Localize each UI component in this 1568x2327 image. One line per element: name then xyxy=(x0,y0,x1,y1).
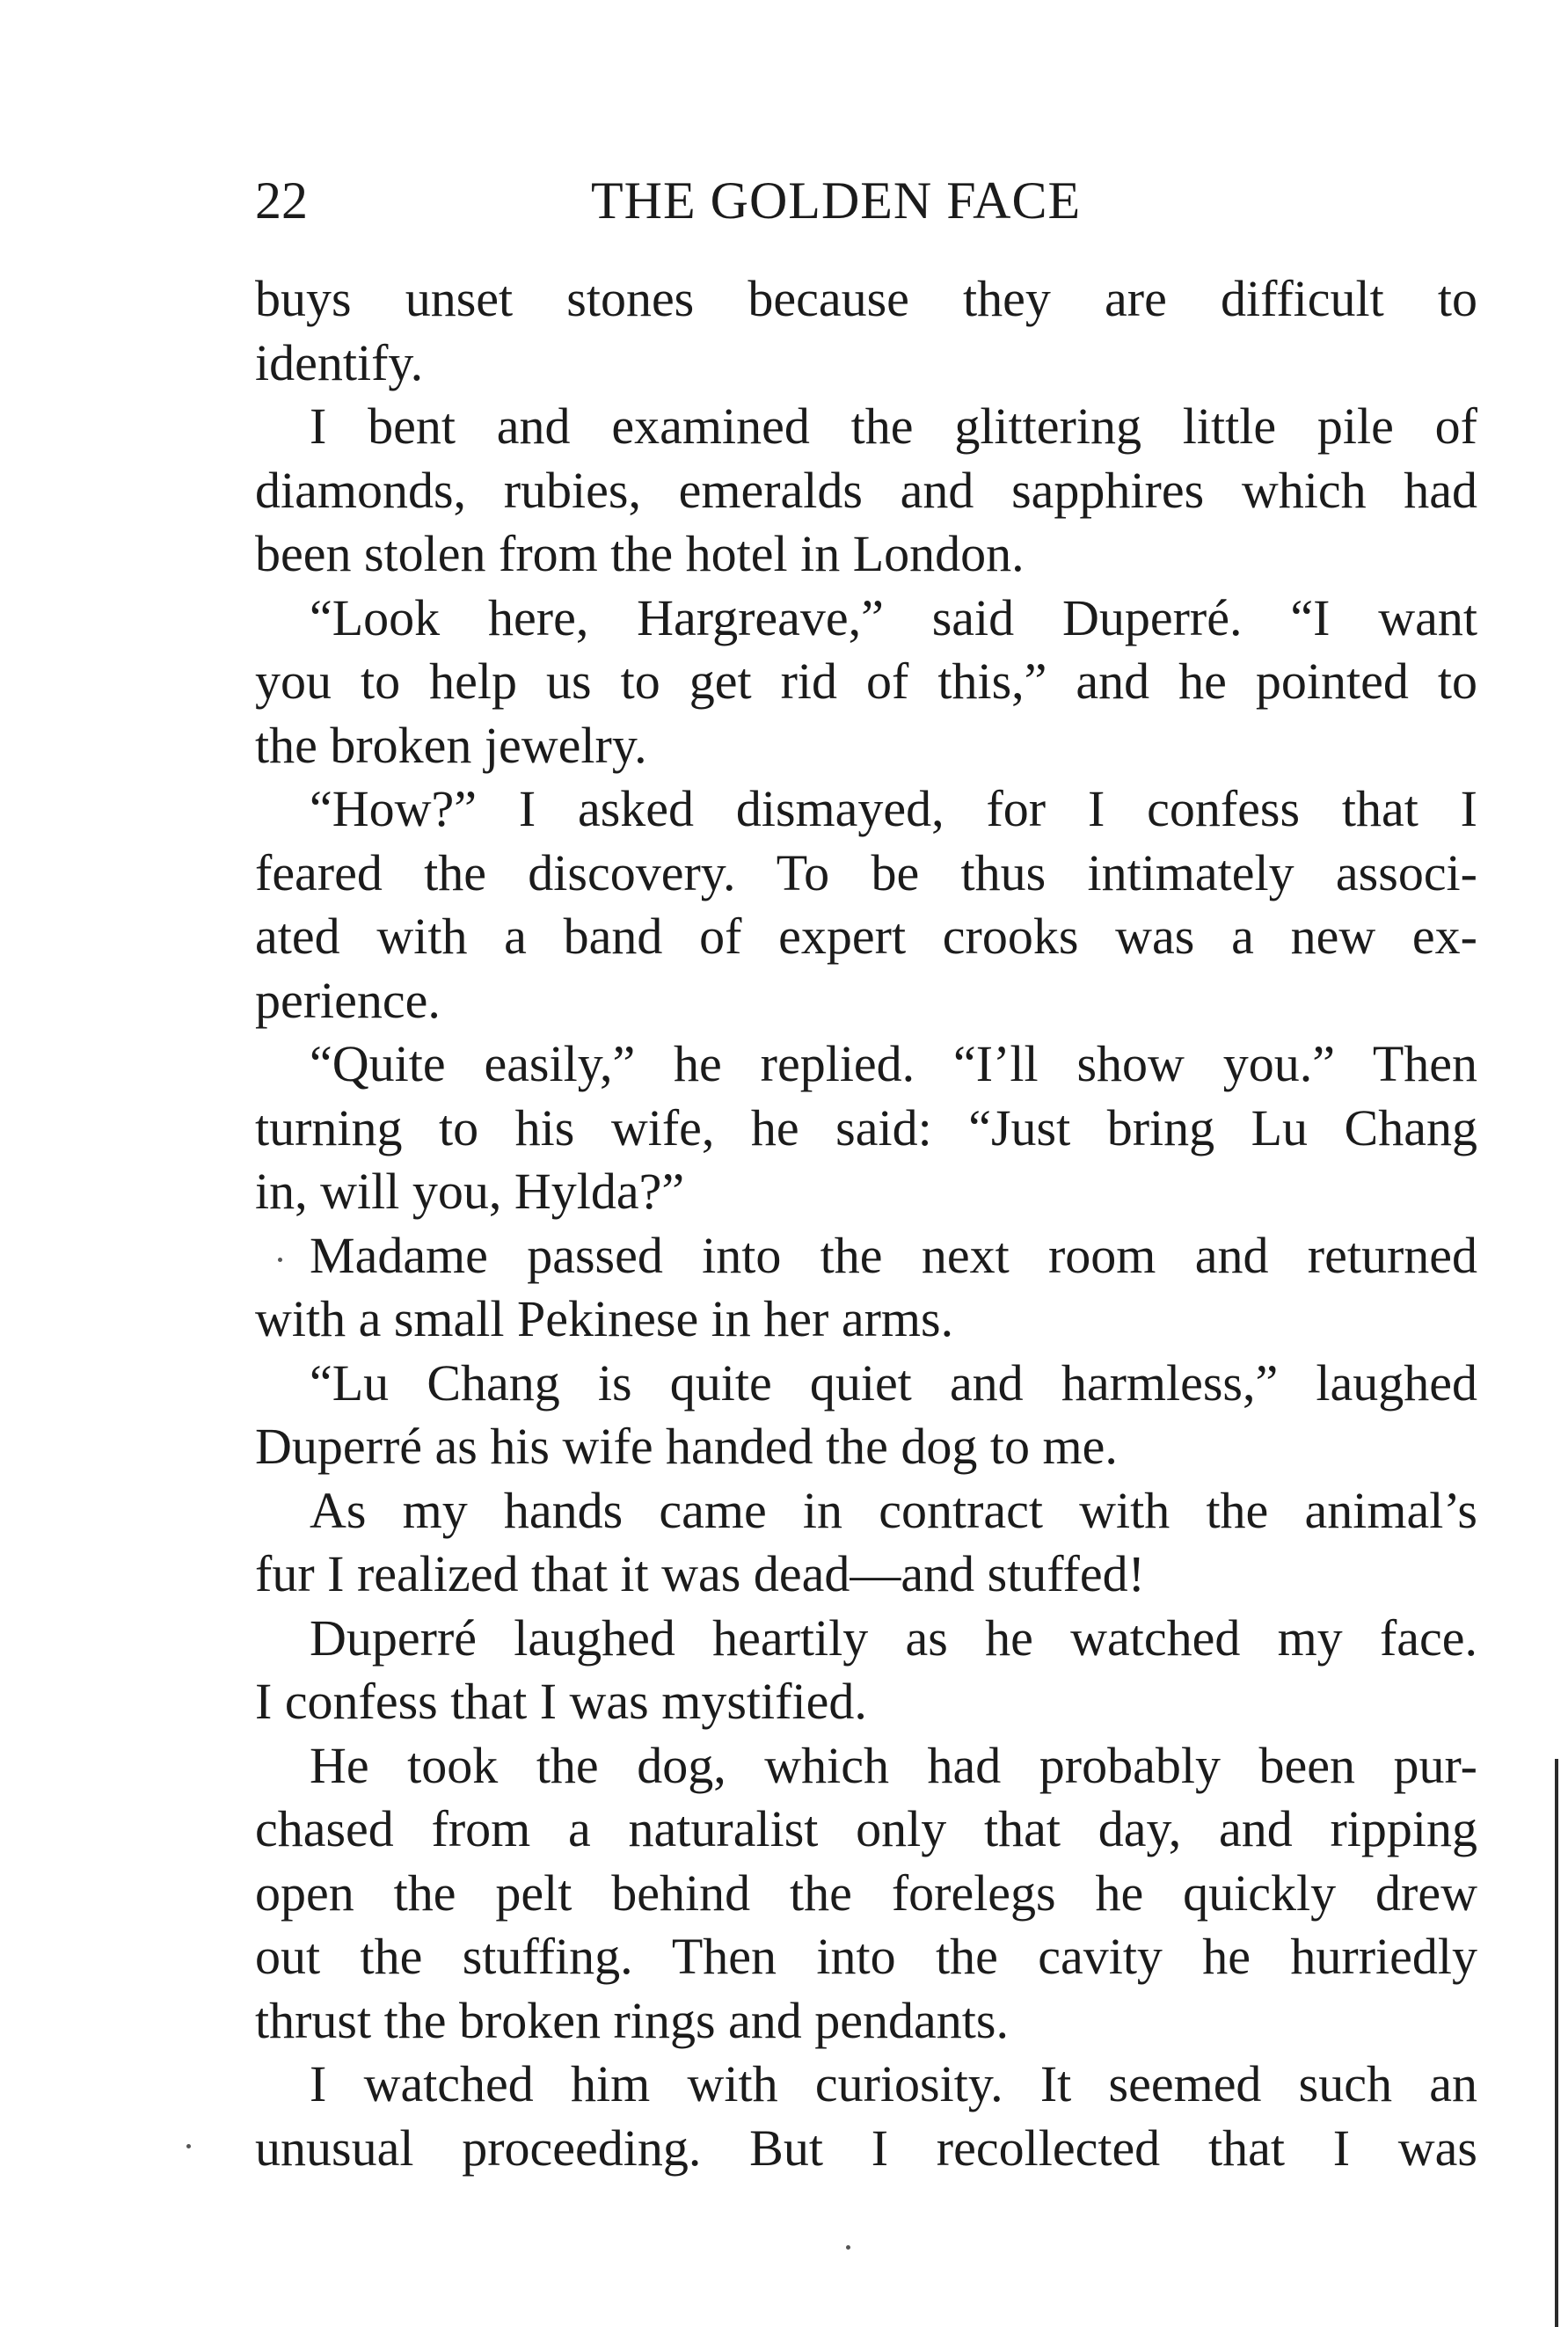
scan-speck xyxy=(278,1258,282,1262)
text-line: you to help us to get rid of this,” and he pointed to xyxy=(255,653,1477,710)
paragraph xyxy=(255,777,1477,1032)
text-line: fur I realized that it was dead—and stuffed! xyxy=(255,1545,1145,1602)
running-header xyxy=(255,165,1477,236)
paragraph xyxy=(255,1224,1477,1352)
text-line: “Look here, Hargreave,” said Duperré. “I want xyxy=(310,588,1477,646)
body-text xyxy=(255,267,1477,2180)
paragraph xyxy=(255,1032,1477,1224)
scan-speck xyxy=(186,2144,191,2148)
paragraph xyxy=(255,587,1477,778)
text-line: with a small Pekinese in her arms. xyxy=(255,1290,954,1347)
text-line: been stolen from the hotel in London. xyxy=(255,525,1025,582)
text-line: diamonds, rubies, emeralds and sapphires which had xyxy=(255,461,1477,519)
text-line: the broken jewelry. xyxy=(255,716,647,774)
paragraph xyxy=(255,1479,1477,1607)
paragraph xyxy=(255,1734,1477,2053)
text-line: thrust the broken rings and pendants. xyxy=(255,1991,1009,2049)
text-line: open the pelt behind the forelegs he quickly drew xyxy=(255,1864,1477,1922)
paragraph xyxy=(255,2053,1477,2180)
text-line: feared the discovery. To be thus intimately associ- xyxy=(255,843,1477,901)
paragraph xyxy=(255,1607,1477,1734)
page-number: 22 xyxy=(255,171,308,230)
paragraph xyxy=(255,267,1477,395)
text-line: chased from a naturalist only that day, and ripping xyxy=(255,1800,1477,1857)
text-line: buys unset stones because they are difficult to xyxy=(255,270,1477,327)
text-line: “How?” I asked dismayed, for I confess that I xyxy=(310,780,1477,837)
running-title: THE GOLDEN FACE xyxy=(591,171,1082,230)
text-line: “Quite easily,” he replied. “I’ll show you.” Then xyxy=(310,1035,1477,1092)
text-line: “Lu Chang is quite quiet and harmless,” laughed xyxy=(310,1353,1477,1412)
text-line: I confess that I was mystified. xyxy=(255,1673,867,1730)
text-line: unusual proceeding. But I recollected that I was xyxy=(255,2119,1477,2177)
paragraph xyxy=(255,1352,1477,1479)
text-line: ated with a band of expert crooks was a new ex- xyxy=(255,908,1477,965)
text-line: Duperré as his wife handed the dog to me. xyxy=(255,1418,1118,1475)
text-line: identify. xyxy=(255,333,424,391)
text-line: turning to his wife, he said: “Just bring Lu Chang xyxy=(255,1098,1477,1156)
text-line: I watched him with curiosity. It seemed such an xyxy=(310,2055,1477,2112)
page-edge-shadow xyxy=(1555,1759,1558,2327)
text-line: I bent and examined the glittering little pile of xyxy=(310,398,1477,455)
scan-speck xyxy=(846,2245,850,2250)
text-line: perience. xyxy=(255,971,441,1029)
text-line: As my hands came in contract with the animal’s xyxy=(310,1481,1477,1539)
text-line: in, will you, Hylda?” xyxy=(255,1163,685,1220)
text-line: Madame passed into the next room and returned xyxy=(310,1226,1477,1284)
text-line: He took the dog, which had probably been pur- xyxy=(310,1736,1477,1794)
paragraph xyxy=(255,395,1477,587)
text-line: Duperré laughed heartily as he watched my face. xyxy=(310,1608,1477,1667)
text-line: out the stuffing. Then into the cavity he hurriedly xyxy=(255,1928,1477,1985)
